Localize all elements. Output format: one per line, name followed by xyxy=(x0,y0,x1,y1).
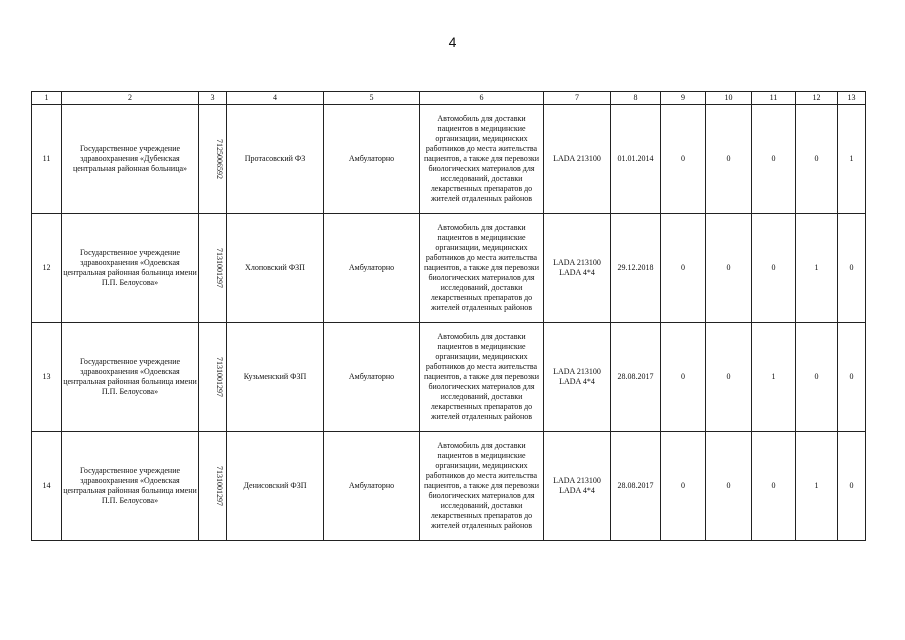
vehicle-model-line: LADA 213100 xyxy=(553,367,601,376)
facility-name: Кузьменский ФЗП xyxy=(227,323,324,432)
facility-name: Протасовский ФЗ xyxy=(227,105,324,214)
vehicle-purpose: Автомобиль для доставки пациентов в медицинские организации, медицинских работников до места жительства пациентов, а также для перевозки биологических материалов для исследований, доставки лекарственных препаратов до жителей отдаленных районов xyxy=(420,432,544,541)
inn-value: 7131001297 xyxy=(215,466,224,506)
vehicle-model-line: LADA 213100 xyxy=(553,476,601,485)
header-cell: 13 xyxy=(838,92,866,105)
vehicle-purpose: Автомобиль для доставки пациентов в медицинские организации, медицинских работников до места жительства пациентов, а также для перевозки биологических материалов для исследований, доставки лекарственных препаратов до жителей отдаленных районов xyxy=(420,214,544,323)
row-number: 14 xyxy=(32,432,62,541)
inn-value: 7131001297 xyxy=(215,248,224,288)
header-cell: 1 xyxy=(32,92,62,105)
care-type: Амбулаторно xyxy=(324,323,420,432)
vehicle-model xyxy=(544,432,611,541)
inn-cell xyxy=(199,214,227,323)
count-cell: 0 xyxy=(752,214,796,323)
date-cell: 28.08.2017 xyxy=(611,432,661,541)
organization-name: Государственное учреждение здравоохранения «Одоевская центральная районная больница имени П.П. Белоусова» xyxy=(62,432,199,541)
date-cell: 01.01.2014 xyxy=(611,105,661,214)
header-cell: 7 xyxy=(544,92,611,105)
count-cell: 1 xyxy=(752,323,796,432)
count-cell: 1 xyxy=(796,214,838,323)
header-cell: 10 xyxy=(706,92,752,105)
date-cell: 28.08.2017 xyxy=(611,323,661,432)
count-cell: 0 xyxy=(752,432,796,541)
vehicle-model-line: LADA 213100 xyxy=(553,154,601,163)
count-cell: 1 xyxy=(796,432,838,541)
row-number: 12 xyxy=(32,214,62,323)
vehicle-model-line: LADA 4*4 xyxy=(559,486,595,495)
count-cell: 0 xyxy=(838,432,866,541)
header-cell: 8 xyxy=(611,92,661,105)
count-cell: 0 xyxy=(706,432,752,541)
count-cell: 0 xyxy=(838,323,866,432)
count-cell: 0 xyxy=(838,214,866,323)
vehicle-table xyxy=(31,91,866,541)
vehicle-model xyxy=(544,105,611,214)
count-cell: 0 xyxy=(661,214,706,323)
table-row xyxy=(32,105,866,214)
vehicle-purpose: Автомобиль для доставки пациентов в медицинские организации, медицинских работников до места жительства пациентов, а также для перевозки биологических материалов для исследований, доставки лекарственных препаратов до жителей отдаленных районов xyxy=(420,105,544,214)
count-cell: 0 xyxy=(661,323,706,432)
header-cell: 11 xyxy=(752,92,796,105)
facility-name: Денисовский ФЗП xyxy=(227,432,324,541)
header-cell: 12 xyxy=(796,92,838,105)
table-row xyxy=(32,214,866,323)
vehicle-model-line: LADA 213100 xyxy=(553,258,601,267)
table-row xyxy=(32,323,866,432)
header-row xyxy=(32,92,866,105)
row-number: 11 xyxy=(32,105,62,214)
inn-cell xyxy=(199,432,227,541)
count-cell: 0 xyxy=(796,105,838,214)
header-cell: 5 xyxy=(324,92,420,105)
header-cell: 9 xyxy=(661,92,706,105)
row-number: 13 xyxy=(32,323,62,432)
count-cell: 1 xyxy=(838,105,866,214)
count-cell: 0 xyxy=(661,105,706,214)
inn-cell xyxy=(199,323,227,432)
facility-name: Хлоповский ФЗП xyxy=(227,214,324,323)
care-type: Амбулаторно xyxy=(324,432,420,541)
count-cell: 0 xyxy=(706,105,752,214)
inn-value: 7125006592 xyxy=(215,139,224,179)
vehicle-model xyxy=(544,214,611,323)
header-cell: 6 xyxy=(420,92,544,105)
inn-value: 7131001297 xyxy=(215,357,224,397)
care-type: Амбулаторно xyxy=(324,105,420,214)
table-row xyxy=(32,432,866,541)
vehicle-purpose: Автомобиль для доставки пациентов в медицинские организации, медицинских работников до места жительства пациентов, а также для перевозки биологических материалов для исследований, доставки лекарственных препаратов до жителей отдаленных районов xyxy=(420,323,544,432)
count-cell: 0 xyxy=(752,105,796,214)
vehicle-model-line: LADA 4*4 xyxy=(559,268,595,277)
organization-name: Государственное учреждение здравоохранения «Одоевская центральная районная больница имени П.П. Белоусова» xyxy=(62,214,199,323)
organization-name: Государственное учреждение здравоохранения «Дубенская центральная районная больница» xyxy=(62,105,199,214)
header-cell: 4 xyxy=(227,92,324,105)
count-cell: 0 xyxy=(706,214,752,323)
vehicle-model xyxy=(544,323,611,432)
header-cell: 2 xyxy=(62,92,199,105)
vehicle-model-line: LADA 4*4 xyxy=(559,377,595,386)
header-cell: 3 xyxy=(199,92,227,105)
date-cell: 29.12.2018 xyxy=(611,214,661,323)
inn-cell xyxy=(199,105,227,214)
count-cell: 0 xyxy=(796,323,838,432)
organization-name: Государственное учреждение здравоохранения «Одоевская центральная районная больница имени П.П. Белоусова» xyxy=(62,323,199,432)
page-number: 4 xyxy=(448,34,457,50)
count-cell: 0 xyxy=(661,432,706,541)
count-cell: 0 xyxy=(706,323,752,432)
care-type: Амбулаторно xyxy=(324,214,420,323)
